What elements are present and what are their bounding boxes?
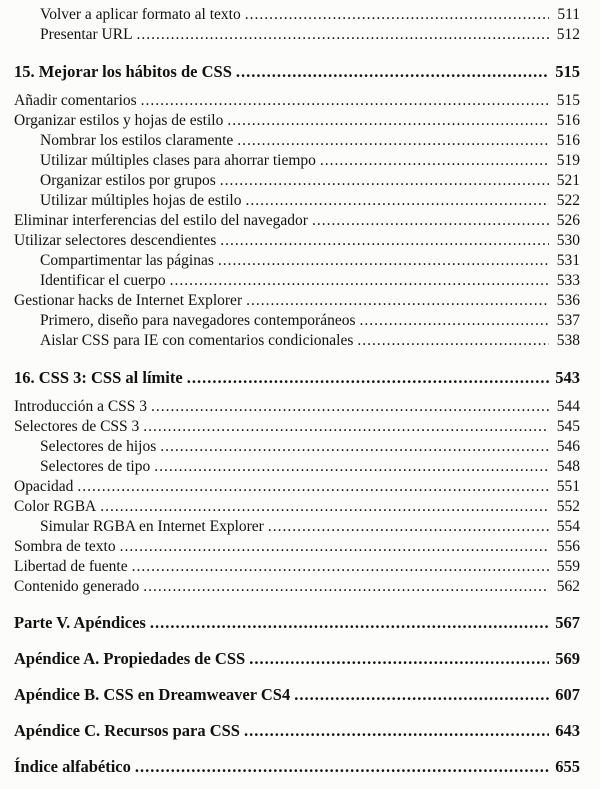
toc-entry (14, 231, 580, 251)
toc-entry-label: Añadir comentarios (14, 92, 137, 109)
toc-entry-page: 515 (555, 62, 580, 81)
toc-entry-label: Presentar URL (40, 26, 133, 43)
toc-entry (14, 111, 580, 131)
toc-entry-label: Nombrar los estilos claramente (40, 132, 234, 149)
toc-entry-page: 607 (555, 685, 580, 704)
toc-entry (14, 457, 580, 477)
toc-entry-label: Opacidad (14, 478, 74, 495)
toc-entry-page: 569 (555, 649, 580, 668)
toc-entry-label: Simular RGBA en Internet Explorer (40, 518, 264, 535)
dotted-leader (154, 457, 549, 477)
toc-entry-page: 554 (556, 518, 580, 535)
toc-entry-page: 556 (556, 538, 580, 555)
toc-entry-page: 562 (556, 578, 580, 595)
dotted-leader (357, 331, 549, 351)
dotted-leader (141, 91, 549, 111)
toc-entry (14, 5, 580, 25)
dotted-leader (120, 537, 549, 557)
toc-entry-page: 548 (556, 458, 580, 475)
toc-entry (14, 331, 580, 351)
toc-entry-page: 531 (556, 252, 580, 269)
toc-entry-label: Identificar el cuerpo (40, 272, 166, 289)
toc-entry (14, 517, 580, 537)
dotted-leader (218, 251, 549, 271)
dotted-leader (220, 171, 549, 191)
toc-entry (14, 191, 580, 211)
toc-entry-page: 533 (556, 272, 580, 289)
dotted-leader (150, 613, 549, 633)
toc-entry-label: Apéndice B. CSS en Dreamweaver CS4 (14, 685, 291, 704)
toc-entry-label: Compartimentar las páginas (40, 252, 214, 269)
toc-entry-label: Organizar estilos y hojas de estilo (14, 112, 224, 129)
toc-entry (14, 477, 580, 497)
toc-entry (14, 368, 580, 388)
toc-entry-label: Eliminar interferencias del estilo del navegador (14, 212, 308, 229)
toc-entry-page: 655 (555, 757, 580, 776)
toc-entry-label: Parte V. Apéndices (14, 613, 146, 632)
dotted-leader (312, 211, 549, 231)
toc-entry-label: Color RGBA (14, 498, 97, 515)
toc-entry-page: 521 (556, 172, 580, 189)
toc-entry-label: Contenido generado (14, 578, 140, 595)
toc-entry-label: Apéndice A. Propiedades de CSS (14, 649, 246, 668)
toc-entry (14, 577, 580, 597)
dotted-leader (220, 231, 549, 251)
toc-entry-page: 519 (556, 152, 580, 169)
toc-entry-label: Libertad de fuente (14, 558, 128, 575)
toc-entry-page: 559 (556, 558, 580, 575)
toc-entry-label: Utilizar múltiples hojas de estilo (40, 192, 242, 209)
dotted-leader (360, 311, 550, 331)
dotted-leader (227, 111, 549, 131)
toc-entry-page: 567 (555, 613, 580, 632)
dotted-leader (244, 721, 549, 741)
toc-entry (14, 397, 580, 417)
toc-entry (14, 151, 580, 171)
toc-entry-label: Introducción a CSS 3 (14, 398, 148, 415)
dotted-leader (143, 417, 549, 437)
toc-entry (14, 649, 580, 669)
toc-entry-label: Selectores de CSS 3 (14, 418, 140, 435)
toc-entry (14, 613, 580, 633)
dotted-leader (151, 397, 549, 417)
toc-entry-label: Primero, diseño para navegadores contemporáneos (40, 312, 356, 329)
toc-entry-page: 515 (556, 92, 580, 109)
dotted-leader (249, 649, 549, 669)
dotted-leader (132, 557, 549, 577)
toc-entry-page: 545 (556, 418, 580, 435)
toc-entry-page: 543 (555, 368, 580, 387)
toc-entry (14, 311, 580, 331)
toc-entry-label: Selectores de tipo (40, 458, 151, 475)
toc-entry (14, 25, 580, 45)
toc-entry (14, 251, 580, 271)
toc-entry-page: 511 (557, 6, 580, 23)
toc-entry (14, 557, 580, 577)
toc-entry (14, 721, 580, 741)
toc-entry-page: 530 (556, 232, 580, 249)
toc-entry-label: Utilizar múltiples clases para ahorrar tiempo (40, 152, 316, 169)
dotted-leader (135, 757, 549, 777)
toc-entry-page: 552 (556, 498, 580, 515)
dotted-leader (237, 131, 549, 151)
toc-entry (14, 211, 580, 231)
toc-entry-page: 536 (556, 292, 580, 309)
toc-entry-label: 15. Mejorar los hábitos de CSS (14, 62, 232, 81)
dotted-leader (137, 25, 549, 45)
toc-entry-label: Aislar CSS para IE con comentarios condicionales (40, 332, 354, 349)
toc-entry-page: 546 (556, 438, 580, 455)
toc-entry (14, 685, 580, 705)
toc-entry (14, 271, 580, 291)
toc-entry-label: Gestionar hacks de Internet Explorer (14, 292, 243, 309)
dotted-leader (143, 577, 549, 597)
toc-list (14, 5, 580, 777)
toc-entry (14, 291, 580, 311)
toc-entry-label: Organizar estilos por grupos (40, 172, 216, 189)
toc-entry (14, 757, 580, 777)
toc-entry (14, 437, 580, 457)
toc-entry-page: 538 (556, 332, 580, 349)
toc-entry-page: 643 (555, 721, 580, 740)
toc-entry-label: 16. CSS 3: CSS al límite (14, 368, 183, 387)
dotted-leader (268, 517, 549, 537)
dotted-leader (187, 368, 549, 388)
dotted-leader (160, 437, 549, 457)
toc-entry-label: Utilizar selectores descendientes (14, 232, 217, 249)
toc-entry-label: Sombra de texto (14, 538, 116, 555)
toc-entry-page: 537 (556, 312, 580, 329)
toc-entry-page: 551 (556, 478, 580, 495)
toc-entry (14, 497, 580, 517)
dotted-leader (77, 477, 549, 497)
toc-entry-label: Índice alfabético (14, 757, 131, 776)
dotted-leader (320, 151, 549, 171)
toc-entry-label: Selectores de hijos (40, 438, 157, 455)
dotted-leader (245, 5, 549, 25)
dotted-leader (245, 191, 549, 211)
toc-entry-page: 512 (556, 26, 580, 43)
toc-entry-page: 544 (556, 398, 580, 415)
toc-entry-label: Apéndice C. Recursos para CSS (14, 721, 240, 740)
dotted-leader (170, 271, 549, 291)
dotted-leader (246, 291, 549, 311)
dotted-leader (100, 497, 549, 517)
toc-entry (14, 171, 580, 191)
toc-entry-label: Volver a aplicar formato al texto (40, 6, 241, 23)
dotted-leader (236, 62, 549, 82)
toc-entry-page: 526 (556, 212, 580, 229)
toc-entry (14, 537, 580, 557)
toc-entry (14, 62, 580, 82)
toc-entry (14, 131, 580, 151)
toc-entry-page: 516 (556, 112, 580, 129)
toc-entry (14, 91, 580, 111)
toc-entry (14, 417, 580, 437)
toc-entry-page: 516 (556, 132, 580, 149)
dotted-leader (294, 685, 549, 705)
toc-entry-page: 522 (556, 192, 580, 209)
